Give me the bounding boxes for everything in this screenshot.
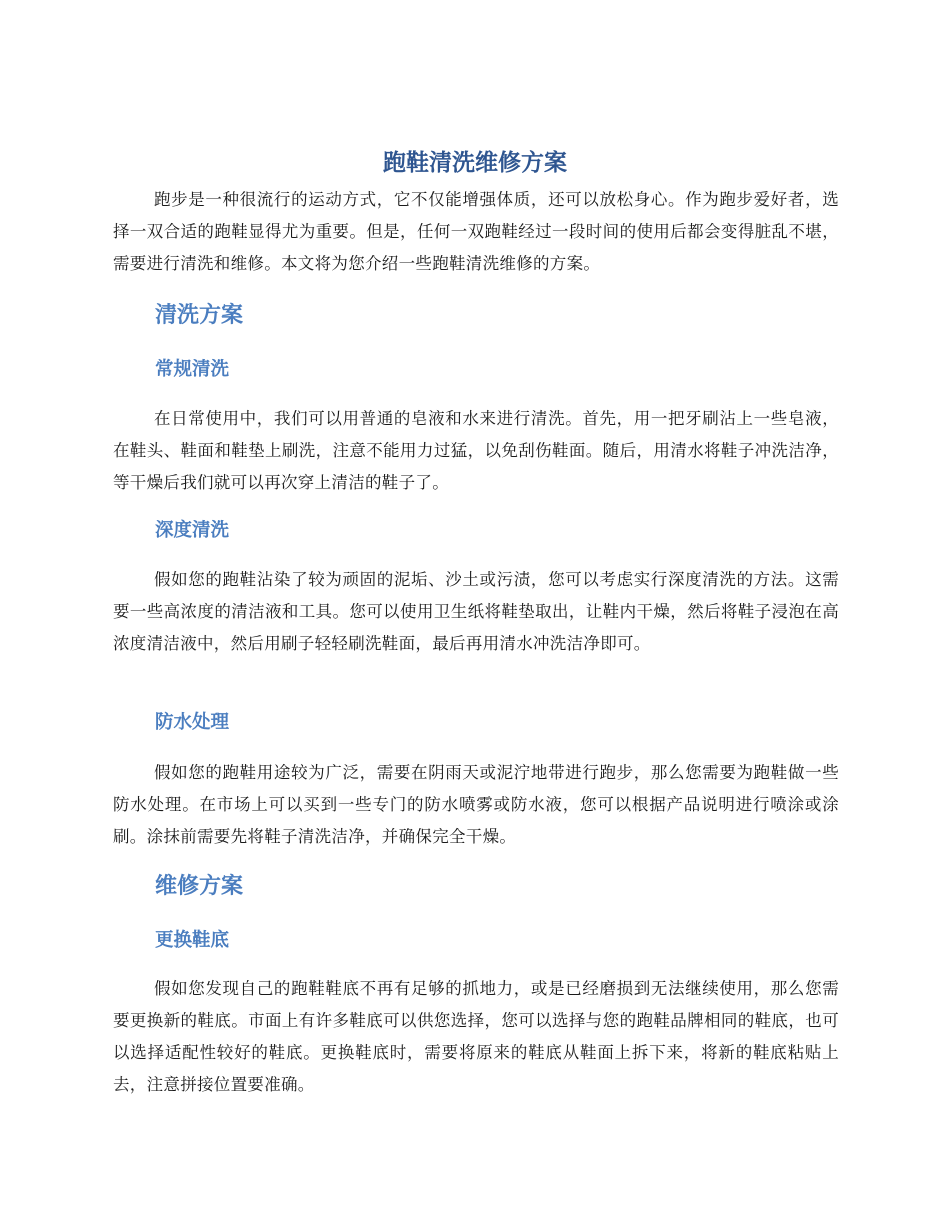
waterproofing-paragraph: 假如您的跑鞋用途较为广泛，需要在阴雨天或泥泞地带进行跑步，那么您需要为跑鞋做一些防水处理。在市场上可以买到一些专门的防水喷雾或防水液，您可以根据产品说明进行喷涂或涂刷。涂抹前需要先将鞋子清洗洁净，并确保完全干燥。 <box>113 763 839 846</box>
document-title: 跑鞋清洗维修方案 <box>383 150 567 176</box>
section-heading-cleaning: 清洗方案 <box>155 303 244 328</box>
deep-cleaning-paragraph: 假如您的跑鞋沾染了较为顽固的泥垢、沙土或污渍，您可以考虑实行深度清洗的方法。这需要一些高浓度的清洁液和工具。您可以使用卫生纸将鞋垫取出，让鞋内干燥，然后将鞋子浸泡在高浓度清洁液中，然后用刷子轻轻刷洗鞋面，最后再用清水冲洗洁净即可。 <box>113 570 839 653</box>
subsection-heading-regular-cleaning: 常规清洗 <box>155 359 230 380</box>
intro-paragraph: 跑步是一种很流行的运动方式，它不仅能增强体质，还可以放松身心。作为跑步爱好者，选择一双合适的跑鞋显得尤为重要。但是，任何一双跑鞋经过一段时间的使用后都会变得脏乱不堪，需要进行清洗和维修。本文将为您介绍一些跑鞋清洗维修的方案。 <box>113 190 839 273</box>
sole-replacement-paragraph: 假如您发现自己的跑鞋鞋底不再有足够的抓地力，或是已经磨损到无法继续使用，那么您需要更换新的鞋底。市面上有许多鞋底可以供您选择，您可以选择与您的跑鞋品牌相同的鞋底，也可以选择适配性较好的鞋底。更换鞋底时，需要将原来的鞋底从鞋面上拆下来，将新的鞋底粘贴上去，注意拼接位置要准确。 <box>113 979 839 1094</box>
subsection-heading-deep-cleaning: 深度清洗 <box>155 520 230 541</box>
subsection-heading-sole-replacement: 更换鞋底 <box>155 930 230 951</box>
subsection-heading-waterproofing: 防水处理 <box>155 712 230 733</box>
regular-cleaning-paragraph: 在日常使用中，我们可以用普通的皂液和水来进行清洗。首先，用一把牙刷沾上一些皂液，在鞋头、鞋面和鞋垫上刷洗，注意不能用力过猛，以免刮伤鞋面。随后，用清水将鞋子冲洗洁净，等干燥后我们就可以再次穿上清洁的鞋子了。 <box>113 409 839 492</box>
section-heading-repair: 维修方案 <box>155 874 244 899</box>
